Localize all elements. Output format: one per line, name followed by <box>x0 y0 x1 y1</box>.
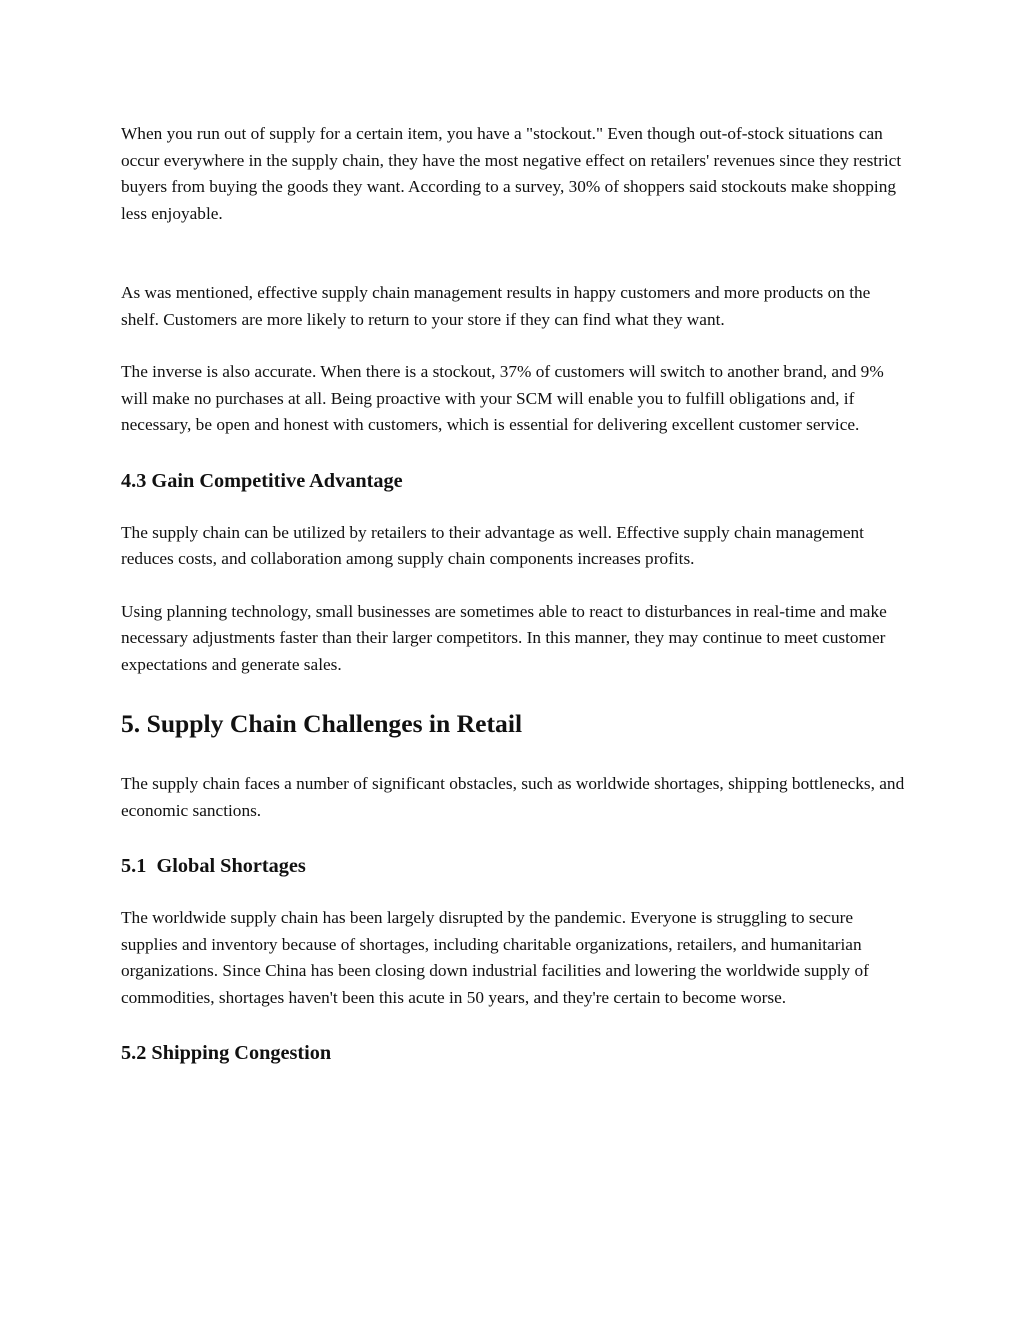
heading-5: 5. Supply Chain Challenges in Retail <box>121 709 523 738</box>
heading-5-2: 5.2 Shipping Congestion <box>121 1042 332 1064</box>
paragraph-planning: Using planning technology, small businesses are sometimes able to react to disturbances in real-time and make necessary adjustments faster than their larger competitors. In this manner, they may continue to meet customer expectations and generate sales. <box>121 601 887 674</box>
heading-5-1: 5.1 Global Shortages <box>121 855 306 877</box>
heading-4-3: 4.3 Gain Competitive Advantage <box>121 469 403 492</box>
paragraph-obstacles: The supply chain faces a number of significant obstacles, such as worldwide shortages, shipping bottlenecks, and economic sanctions. <box>121 774 905 820</box>
document-body <box>121 121 911 1066</box>
paragraph-advantage: The supply chain can be utilized by retailers to their advantage as well. Effective supply chain management reduces costs, and collaboration among supply chain components increases profits. <box>121 522 864 568</box>
paragraph-shortages: The worldwide supply chain has been largely disrupted by the pandemic. Everyone is struggling to secure supplies and inventory because of shortages, including charitable organizations, retailers, and humanitarian organizations. Since China has been closing down industrial facilities and lowering the worldwide supply of commodities, shortages haven't been this acute in 50 years, and they're certain to become worse. <box>121 908 869 1007</box>
paragraph-stockout: When you run out of supply for a certain item, you have a "stockout." Even though out-of-stock situations can occur everywhere in the supply chain, they have the most negative effect on retailers' revenues since they restrict buyers from buying the goods they want. According to a survey, 30% of shoppers said stockouts make shopping less enjoyable. <box>121 124 902 223</box>
paragraph-happy-customers: As was mentioned, effective supply chain management results in happy customers and more products on the shelf. Customers are more likely to return to your store if they can find what they want. <box>121 283 871 329</box>
paragraph-inverse: The inverse is also accurate. When there is a stockout, 37% of customers will switch to another brand, and 9% will make no purchases at all. Being proactive with your SCM will enable you to fulfill obligations and, if necessary, be open and honest with customers, which is essential for delivering excellent customer service. <box>121 362 884 434</box>
